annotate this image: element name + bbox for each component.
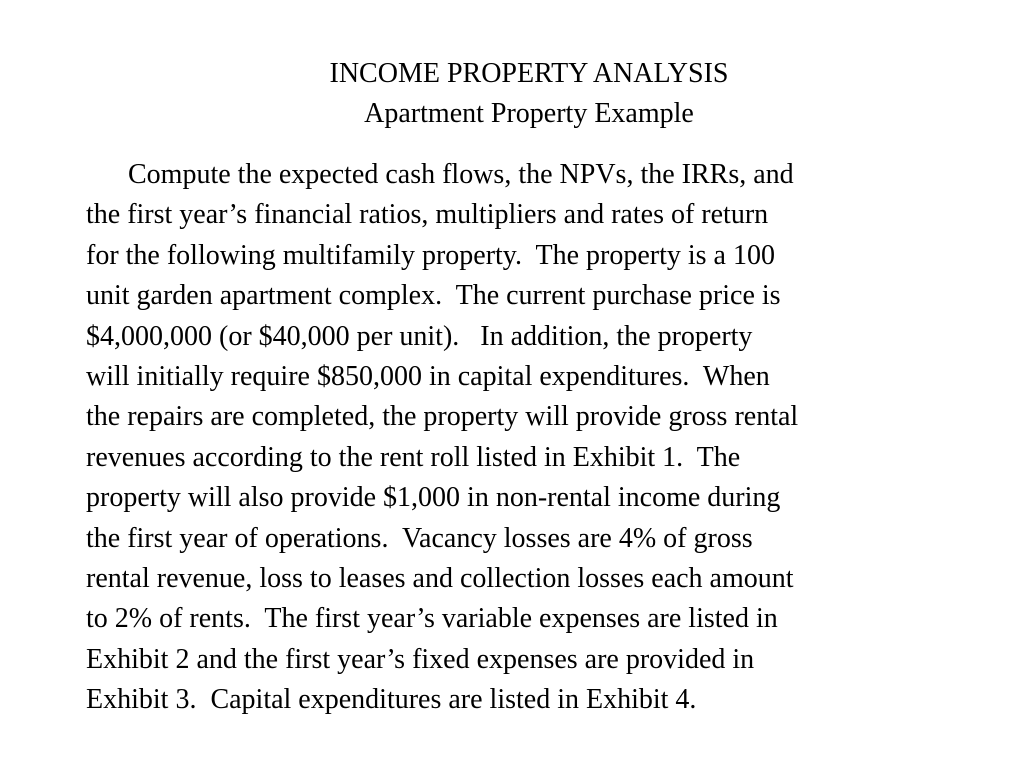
paragraph-line: Compute the expected cash flows, the NPVs, the IRRs, and (86, 159, 794, 190)
paragraph-line: Exhibit 3. Capital expenditures are listed in Exhibit 4. (86, 684, 697, 716)
title-block (0, 54, 1024, 134)
page-subtitle: Apartment Property Example (364, 98, 694, 129)
paragraph-line: revenues according to the rent roll listed in Exhibit 1. The (86, 441, 741, 473)
paragraph-line: will initially require $850,000 in capital expenditures. When (86, 360, 770, 392)
paragraph-line: to 2% of rents. The first year’s variable expenses are listed in (86, 603, 778, 635)
problem-paragraph (86, 155, 986, 720)
paragraph-line: the repairs are completed, the property will provide gross rental (86, 401, 799, 433)
paragraph-line: for the following multifamily property. The property is a 100 (86, 239, 775, 271)
page-title: INCOME PROPERTY ANALYSIS (329, 58, 729, 89)
paragraph-line: property will also provide $1,000 in non-rental income during (86, 482, 781, 514)
paragraph-line: Exhibit 2 and the first year’s fixed expenses are provided in (86, 643, 755, 675)
paragraph-line: the first year of operations. Vacancy losses are 4% of gross (86, 522, 753, 554)
paragraph-line: unit garden apartment complex. The current purchase price is (86, 280, 781, 312)
paragraph-line: $4,000,000 (or $40,000 per unit). In addition, the property (86, 320, 753, 352)
paragraph-line: rental revenue, loss to leases and collection losses each amount (86, 562, 794, 594)
paragraph-line: the first year’s financial ratios, multipliers and rates of return (86, 199, 769, 231)
